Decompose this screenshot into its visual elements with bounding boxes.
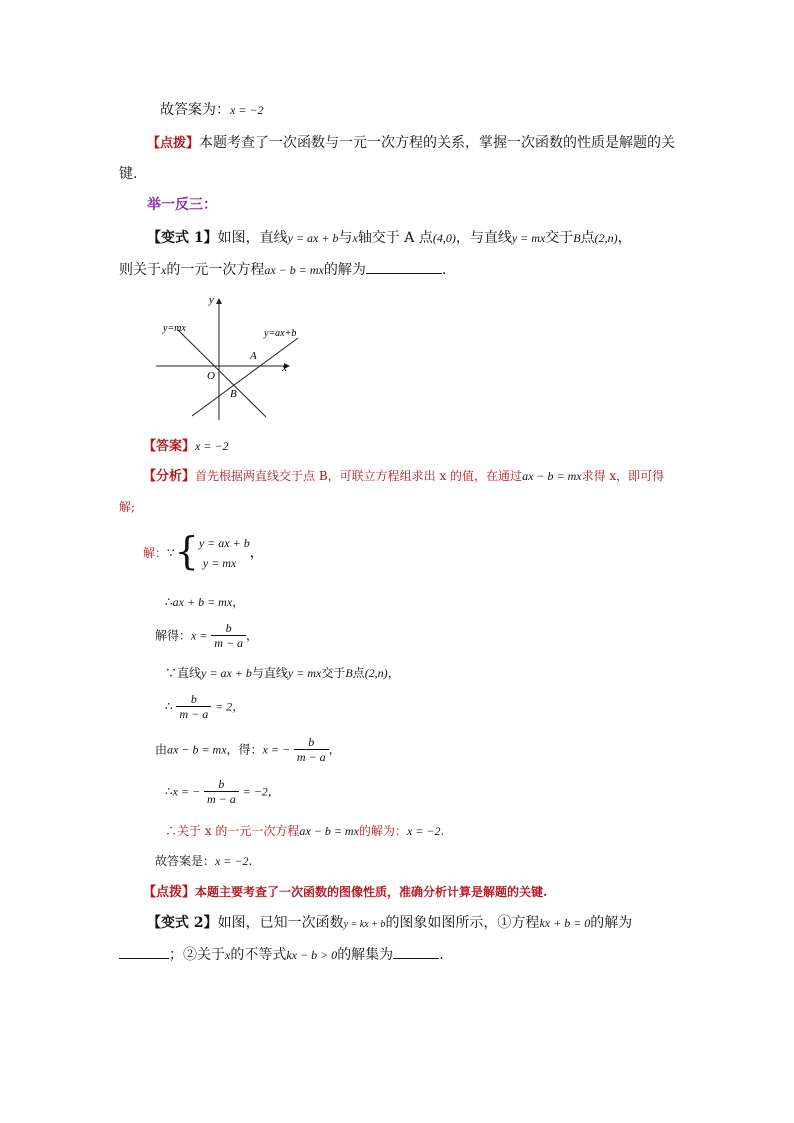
variant1-tag: 【变式 1】 (147, 230, 218, 246)
equation: x = −2 (406, 824, 441, 838)
text: 的解为 (590, 915, 633, 931)
text: 轴交于 A 点 (357, 230, 433, 246)
numerator: b (308, 735, 315, 749)
point-b-label: B (230, 388, 237, 400)
answer-equation: x = −2 (195, 439, 229, 453)
text: ， (232, 595, 245, 609)
text: ， (617, 230, 632, 246)
prev-tip-line2 (119, 165, 137, 183)
equation: ax + b = mx (172, 595, 233, 609)
tip-text: 本题主要考查了一次函数的图像性质，准确分析计算是解题的关键. (195, 885, 548, 899)
denominator: m − a (211, 635, 246, 650)
tip-tag: 【点拨】 (143, 885, 196, 900)
fraction (176, 692, 211, 721)
line2-label: y=ax+b (264, 328, 297, 339)
denominator: m − a (294, 749, 329, 764)
solution-step3 (155, 621, 258, 650)
equation: ax − b = mx (167, 742, 227, 757)
equation: kx − b > 0 (286, 948, 338, 962)
point: (2,n) (594, 231, 618, 245)
system-eq1: y = ax + b (198, 536, 250, 550)
numerator: b (225, 621, 232, 635)
tip-tag: 【点拨】 (147, 136, 200, 151)
text: ， (249, 545, 264, 561)
variable: x (352, 231, 358, 245)
text: 的一元一次方程 (166, 262, 265, 278)
variable: B (573, 231, 581, 245)
tip2-line (143, 883, 547, 902)
point: (2,n) (364, 666, 388, 680)
solution-system-line (143, 529, 264, 573)
equation: ax − b = mx (522, 469, 582, 483)
solution-final (155, 852, 252, 870)
text: ；②关于 (169, 947, 225, 963)
therefore-symbol: ∴ (165, 699, 173, 714)
therefore-symbol: ∴ (165, 595, 173, 609)
text: ， (387, 666, 400, 680)
equation: y = kx + b (343, 919, 386, 930)
text: 的不等式 (230, 947, 287, 963)
fraction (211, 621, 246, 650)
solution-step6 (155, 735, 341, 764)
x-axis-label: x (282, 362, 287, 374)
variable: x (225, 948, 231, 962)
solution-step4 (165, 664, 400, 682)
line-y-mx (178, 330, 266, 417)
numerator: b (190, 692, 197, 706)
solution-label: 解： (143, 546, 168, 560)
text: 由 (155, 742, 168, 757)
variant2-line1 (147, 914, 632, 934)
tip-text-continued: 键. (119, 166, 138, 182)
brace: { (174, 529, 199, 573)
answer-label: 故答案为： (160, 102, 230, 118)
answer-blank-2[interactable] (393, 946, 439, 959)
point-a-label: A (250, 350, 257, 362)
solution-step2 (165, 593, 244, 611)
answer-equation: x = −2 (230, 103, 264, 117)
y-axis-arrow (216, 298, 222, 304)
equation: y = ax + b (201, 666, 252, 680)
answer-line (143, 437, 229, 456)
variable: x (161, 263, 167, 277)
equation: y = mx (287, 666, 322, 680)
text: ∴关于 x 的一元一次方程 (165, 824, 300, 838)
answer-blank[interactable] (366, 261, 442, 274)
equation: x = (191, 628, 208, 643)
text: ，与直线 (455, 230, 512, 246)
solution-step7 (165, 777, 280, 806)
prev-tip-line1 (147, 134, 675, 153)
text: 则关于 (119, 262, 161, 278)
text: 如图，已知一次函数 (217, 915, 344, 931)
variant1-line2 (119, 261, 446, 279)
solution-step8 (165, 822, 444, 840)
equation: ax − b = mx (299, 824, 359, 838)
equation: = 2， (215, 699, 245, 714)
analysis-line1 (143, 467, 664, 486)
variant1-line1 (147, 229, 632, 247)
equation: = −2， (242, 784, 280, 799)
answer-tag: 【答案】 (143, 439, 196, 454)
fraction (204, 777, 239, 806)
denominator: m − a (176, 706, 211, 721)
section-title: 举一反三： (147, 197, 217, 213)
text: 交于 (545, 230, 574, 246)
equation: x = − (262, 742, 291, 757)
text: . (440, 824, 445, 838)
prev-answer-line (160, 101, 264, 119)
text: . (441, 262, 447, 278)
equation: x = − (172, 784, 201, 799)
variant2-line2 (119, 946, 444, 964)
text: 如图，直线 (217, 230, 288, 246)
equation: kx + b = 0 (539, 916, 591, 930)
y-axis-label: y (209, 294, 214, 306)
text: 故答案是： (155, 854, 216, 868)
variable: B (345, 666, 353, 680)
solution-step5 (165, 692, 244, 721)
numerator: b (218, 777, 225, 791)
text: ∵直线 (165, 666, 202, 680)
text: . (248, 854, 253, 868)
equation: ax − b = mx (264, 263, 324, 277)
fraction (294, 735, 329, 764)
because-symbol: ∵ (167, 546, 175, 560)
equation-system (199, 533, 250, 573)
therefore-symbol: ∴ (165, 784, 173, 799)
text: 点 (352, 666, 365, 680)
origin-label: O (207, 370, 215, 382)
tip-text: 本题考查了一次函数与一元一次方程的关系，掌握一次函数的性质是解题的关 (199, 135, 676, 151)
analysis-tag: 【分析】 (143, 469, 196, 484)
answer-blank-1[interactable] (119, 946, 169, 959)
text: ， (328, 742, 341, 757)
text: . (439, 947, 444, 963)
system-eq2: y = mx (202, 556, 237, 570)
graph-figure (150, 290, 310, 422)
equation: y = ax + b (287, 231, 339, 245)
text: ，得： (226, 742, 263, 757)
text: 与直线 (251, 666, 288, 680)
analysis-line2: 解; (119, 500, 136, 514)
text: 与 (338, 230, 353, 246)
line1-label: y=mx (163, 323, 186, 334)
text: 点 (580, 230, 595, 246)
text: 交于 (321, 666, 346, 680)
text: 的图象如图所示，①方程 (385, 915, 540, 931)
point: (4,0) (432, 231, 456, 245)
denominator: m − a (204, 791, 239, 806)
analysis-text: 求得 x，即可得 (581, 469, 665, 483)
text: ， (246, 628, 259, 643)
text: 的解为： (358, 824, 407, 838)
text: 解得： (155, 628, 192, 643)
text: 的解为 (323, 262, 366, 278)
analysis-text: 首先根据两直线交于点 B，可联立方程组求出 x 的值，在通过 (195, 469, 523, 483)
equation: x = −2 (215, 854, 249, 868)
text: 的解集为 (337, 947, 394, 963)
equation: y = mx (511, 231, 546, 245)
variant2-tag: 【变式 2】 (147, 915, 218, 931)
